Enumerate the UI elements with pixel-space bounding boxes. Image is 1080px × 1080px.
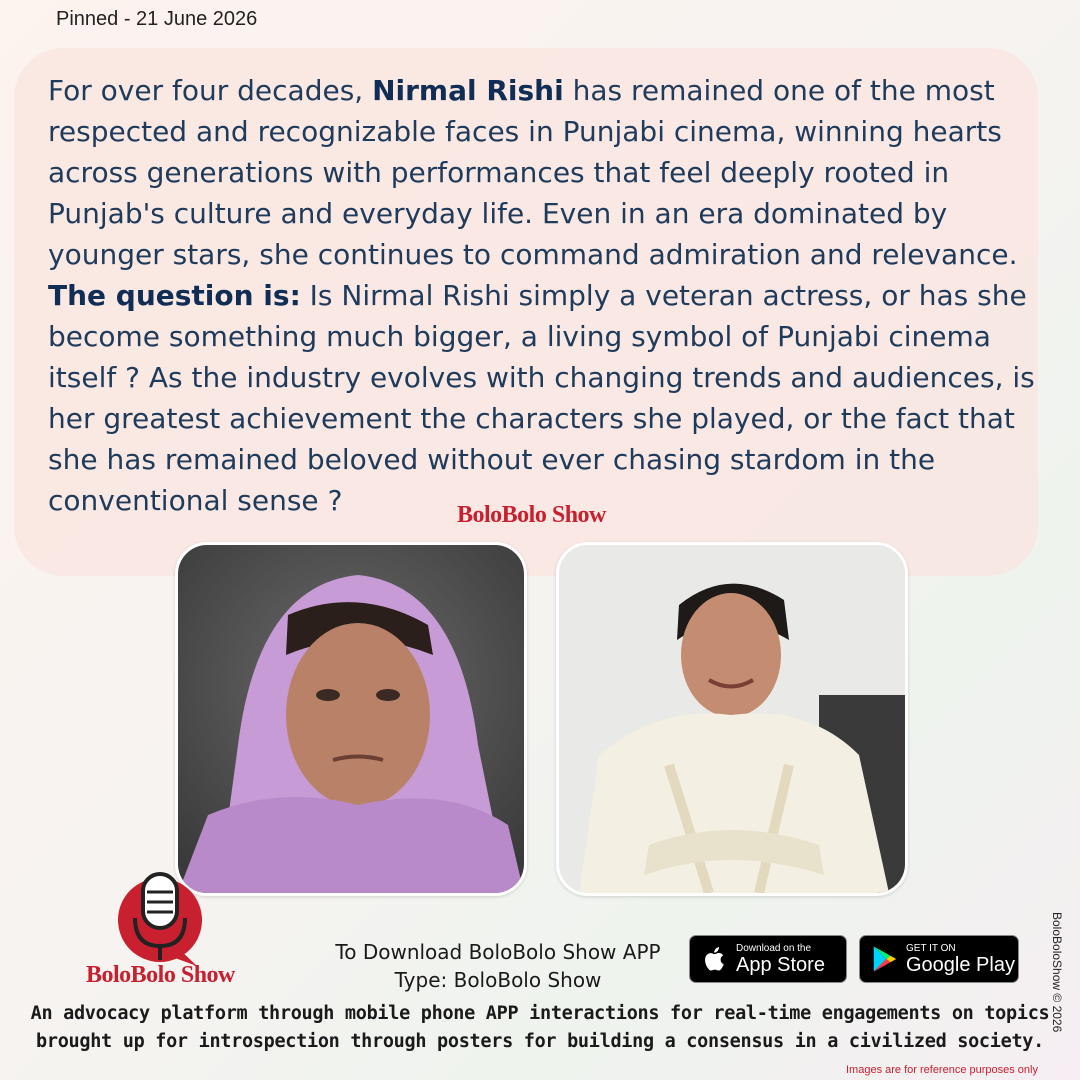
actress-photo-right — [556, 542, 908, 896]
platform-tagline: An advocacy platform through mobile phone APP interactions for real-time engagements on topics brought up for introspection through posters for building a consensus in a civilized society. — [30, 1003, 1050, 1052]
copyright-text: BoloBoloShow © 2026 — [1050, 912, 1064, 1033]
download-line1: To Download BoloBolo Show APP — [335, 940, 661, 964]
download-line2: Type: BoloBolo Show — [394, 968, 602, 992]
app-store-small: Download on the — [736, 942, 812, 954]
google-play-icon — [870, 944, 900, 974]
disclaimer: Images are for reference purposes only — [846, 1064, 1038, 1076]
question-text: Is Nirmal Rishi simply a veteran actress, or has she become something much bigger, a living symbol of Punjabi cinema itself ? As the industry evolves with changing trends and audiences, is her greatest achievement the characters she played, or the fact that she has remained beloved without ever chasing stardom in the conventional sense ? — [48, 279, 1035, 517]
app-store-button[interactable] — [689, 935, 847, 983]
google-play-button[interactable] — [859, 935, 1019, 983]
article-intro: For over four decades, — [48, 74, 373, 107]
brand-watermark: BoloBolo Show — [457, 502, 606, 528]
actress-photo-left — [175, 542, 527, 896]
copyright-vertical — [1048, 912, 1064, 1062]
pinned-date: Pinned - 21 June 2026 — [56, 8, 258, 30]
article-body: has remained one of the most respected and recognizable faces in Punjabi cinema, winning hearts across generations with performances that feel deeply rooted in Punjab's culture and everyday life. Even in an era dominated by younger stars, she continues to command admiration and relevance. — [48, 74, 1018, 271]
google-play-small: GET IT ON — [906, 942, 956, 954]
actress-name: Nirmal Rishi — [372, 74, 564, 107]
apple-icon — [700, 944, 730, 974]
logo-text: BoloBolo Show — [86, 962, 235, 988]
google-play-big: Google Play — [906, 953, 1015, 976]
download-instructions — [318, 938, 678, 994]
question-label: The question is: — [48, 279, 301, 312]
article-text — [48, 70, 1038, 521]
app-store-big: App Store — [736, 953, 825, 976]
